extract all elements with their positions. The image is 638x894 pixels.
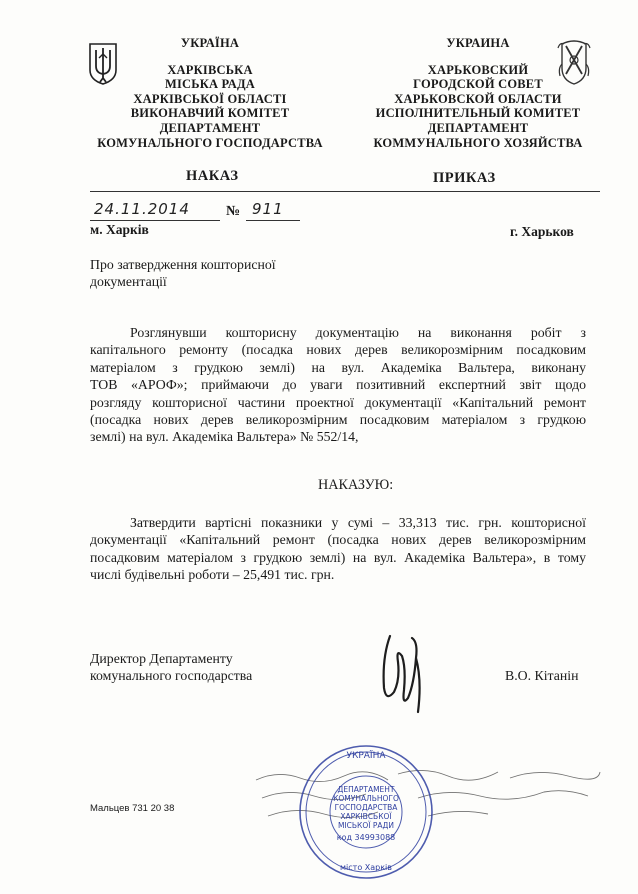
header-rule [90, 191, 600, 192]
org-line: КОМУНАЛЬНОГО ГОСПОДАРСТВА [97, 135, 323, 150]
text-line: землі) на вул. Академіка Вальтера» № 552/14, [90, 429, 359, 445]
number-sign: № [226, 204, 241, 219]
stamp-code: код 34993088 [336, 833, 396, 842]
number-underline [246, 220, 300, 221]
text-line: капітального ремонту (посадка нових дерев великорозмірним посадковим [90, 342, 586, 358]
org-line: ХАРКІВСЬКОЇ ОБЛАСТІ [133, 91, 287, 106]
subject-line: Про затвердження кошторисної [90, 257, 276, 272]
stamp-line: ГОСПОДАРСТВА [334, 803, 398, 812]
stamp-line: ДЕПАРТАМЕНТ [337, 785, 395, 794]
org-line: ВИКОНАВЧИЙ КОМІТЕТ [130, 106, 290, 121]
handwritten-signature [372, 628, 434, 720]
stamp-line: КОМУНАЛЬНОГО [333, 794, 399, 803]
country-ru: УКРАИНА [446, 36, 510, 50]
org-line: ДЕПАРТАМЕНТ [159, 120, 261, 135]
footer-note: Мальцев 731 20 38 [90, 803, 175, 814]
text-line: розгляду кошторисної частини проектної документації «Капітальний ремонт [90, 394, 586, 410]
org-line: ДЕПАРТАМЕНТ [427, 120, 529, 135]
org-line: КОММУНАЛЬНОГО ХОЗЯЙСТВА [373, 135, 583, 150]
org-line: ХАРКІВСЬКА [167, 62, 253, 77]
org-line: ХАРЬКОВСКОЙ ОБЛАСТИ [394, 91, 562, 106]
text-line: Розглянувши кошторисну документацію на виконання робіт з [130, 325, 586, 340]
country-ua: УКРАЇНА [180, 36, 240, 50]
text-line: посадковим матеріалом з грудкою землі) на вул. Академіка Вальтера», в тому [90, 549, 586, 565]
city-ru: г. Харьков [510, 224, 574, 239]
org-line: ХАРЬКОВСКИЙ [427, 62, 529, 77]
handwritten-number: 911 [252, 200, 284, 218]
city-ua: м. Харків [90, 222, 149, 237]
subject-line: документації [90, 274, 167, 289]
text-line: (посадка нових дерев великорозмірним посадковим матеріалом з грудкою [90, 412, 586, 428]
doc-type-ru: ПРИКАЗ [433, 170, 496, 186]
doc-type-ua: НАКАЗ [186, 168, 239, 184]
text-line: числі будівельні роботи – 25,491 тис. грн. [90, 567, 335, 583]
signatory-name: В.О. Кітанін [505, 668, 579, 683]
body-paragraph-2 [90, 514, 586, 584]
header-right [360, 36, 596, 150]
stamp-line: МІСЬКОЇ РАДИ [337, 821, 395, 830]
text-line: матеріалом з грудкою землі) на вул. Академіка Вальтера, виконану [90, 359, 586, 375]
handwritten-date: 24.11.2014 [94, 200, 190, 218]
stamp-bottom: місто Харків [340, 863, 392, 872]
text-line: документації «Капітальний ремонт (посадка нових дерев великорозмірним [90, 532, 586, 548]
org-line: ИСПОЛНИТЕЛЬНЫЙ КОМИТЕТ [375, 106, 581, 121]
stamp-line: ХАРКІВСЬКОЇ [340, 812, 392, 821]
org-line: МІСЬКА РАДА [164, 77, 256, 92]
header-left [92, 36, 328, 150]
date-underline [90, 220, 220, 221]
org-line: ГОРОДСКОЙ СОВЕТ [413, 77, 543, 92]
official-stamp [296, 742, 436, 882]
stamp-top: УКРАЇНА [346, 751, 386, 761]
text-line: ТОВ «АРОФ»; приймаючи до уваги позитивний експертний звіт щодо [90, 377, 586, 393]
signatory-title: Директор Департаменту [90, 651, 233, 666]
text-line: Затвердити вартісні показники у сумі – 33,313 тис. грн. кошторисної [130, 515, 586, 530]
order-word: НАКАЗУЮ: [318, 477, 394, 493]
body-paragraph-1 [90, 324, 586, 446]
signatory-title: комунального господарства [90, 668, 253, 683]
